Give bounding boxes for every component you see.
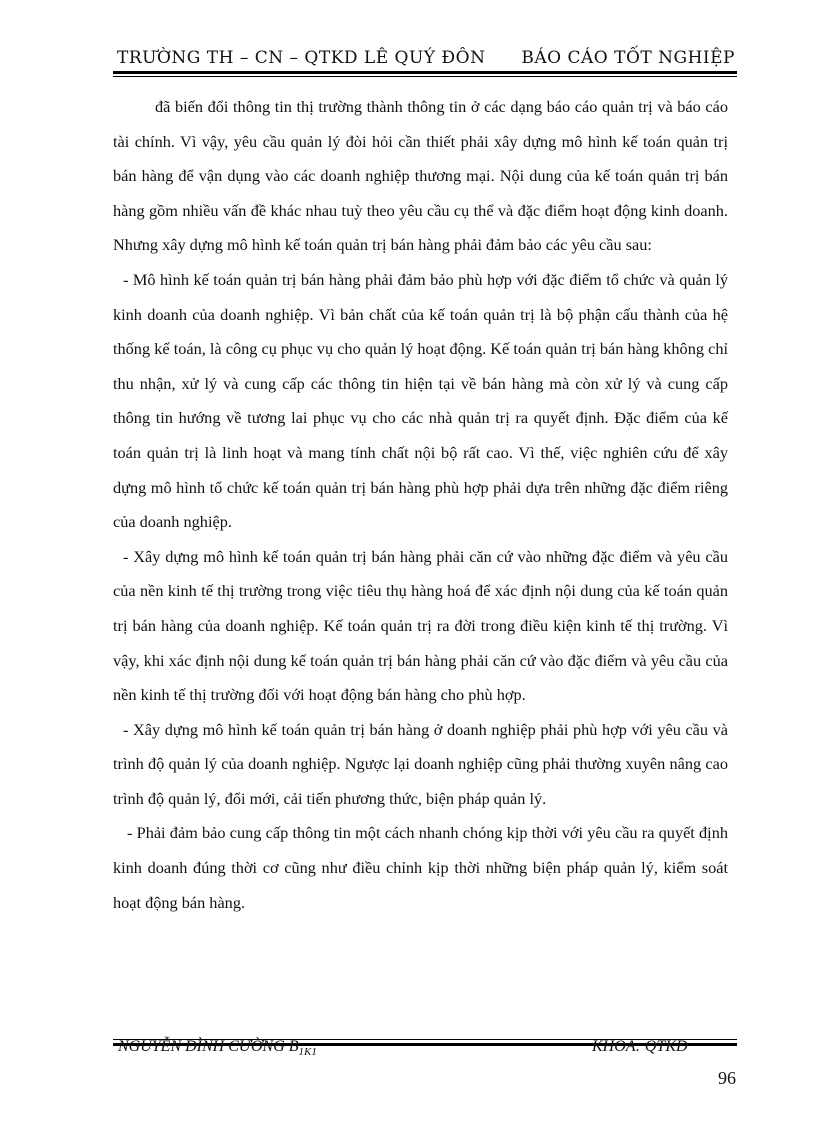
footer-author — [118, 1038, 317, 1058]
page-header — [113, 44, 737, 70]
body-text — [113, 90, 728, 920]
footer-faculty: KHOA: QTKD — [592, 1038, 688, 1055]
header-report-title: BÁO CÁO TỐT NGHIỆP — [521, 48, 735, 68]
paragraph-intro: đã biến đổi thông tin thị trường thành thông tin ở các dạng báo cáo quản trị và báo cáo tài chính. Vì vậy, yêu cầu quản lý đòi hỏi cần thiết phải xây dựng mô hình kế toán quản trị bán hàng để vận dụng vào các doanh nghiệp thương mại. Nội dung của kế toán quản trị bán hàng gồm nhiều vấn đề khác nhau tuỳ theo yêu cầu cụ thể và đặc điểm hoạt động kinh doanh. Nhưng xây dựng mô hình kế toán quản trị bán hàng phải đảm bảo các yêu cầu sau: — [113, 97, 728, 255]
paragraph-requirement-4: - Phải đảm bảo cung cấp thông tin một cách nhanh chóng kịp thời với yêu cầu ra quyết định kinh doanh đúng thời cơ cũng như điều chỉnh kịp thời những biện pháp quản lý, kiểm soát hoạt động bán hàng. — [113, 823, 728, 912]
header-rule-thin — [113, 76, 737, 77]
header-school-name: TRƯỜNG TH – CN – QTKD LÊ QUÝ ĐÔN — [117, 48, 486, 68]
page-number: 96 — [718, 1068, 736, 1088]
paragraph-requirement-2: - Xây dựng mô hình kế toán quản trị bán hàng phải căn cứ vào những đặc điểm và yêu cầu của nền kinh tế thị trường trong việc tiêu thụ hàng hoá để xác định nội dung của kế toán quản trị bán hàng của doanh nghiệp. Kế toán quản trị ra đời trong điều kiện kinh tế thị trường. Vì vậy, khi xác định nội dung kế toán quản trị bán hàng phải căn cứ vào đặc điểm và yêu cầu của nền kinh tế thị trường đối với hoạt động bán hàng cho phù hợp. — [113, 546, 728, 705]
footer-author-class: 1K1 — [298, 1046, 317, 1059]
header-rule-thick — [113, 71, 737, 74]
paragraph-requirement-3: - Xây dựng mô hình kế toán quản trị bán hàng ở doanh nghiệp phải phù hợp với yêu cầu và trình độ quản lý của doanh nghiệp. Ngược lại doanh nghiệp cũng phải thường xuyên nâng cao trình độ quản lý, đổi mới, cải tiến phương thức, biện pháp quản lý. — [113, 719, 728, 808]
paragraph-requirement-1: - Mô hình kế toán quản trị bán hàng phải đảm bảo phù hợp với đặc điểm tổ chức và quản lý kinh doanh của doanh nghiệp. Vì bản chất của kế toán quản trị là bộ phận cấu thành của hệ thống kế toán, là công cụ phục vụ cho quản lý hoạt động. Kế toán quản trị bán hàng không chỉ thu nhận, xử lý và cung cấp các thông tin hiện tại về bán hàng mà còn xử lý và cung cấp thông tin hướng về tương lai phục vụ cho các nhà quản trị ra quyết định. Đặc điểm của kế toán quản trị là linh hoạt và mang tính chất nội bộ rất cao. Vì thế, việc nghiên cứu để xây dựng mô hình tổ chức kế toán quản trị bán hàng phù hợp phải dựa trên những đặc điểm riêng của doanh nghiệp. — [113, 269, 728, 532]
footer-author-name: NGUYỄN ĐÌNH CƯỜNG B — [118, 1038, 299, 1055]
